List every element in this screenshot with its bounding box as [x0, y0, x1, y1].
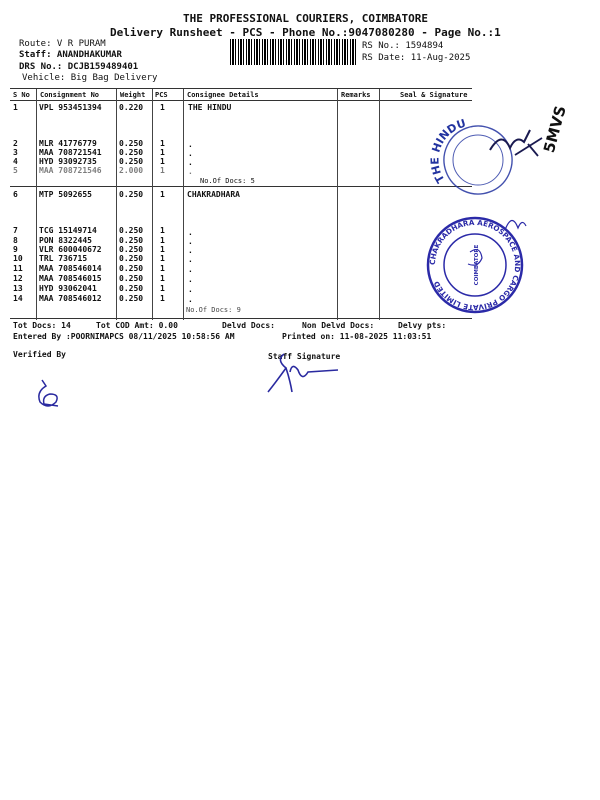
row-dot: . [188, 149, 193, 158]
drs-number: DRS No.: DCJB159489401 [19, 62, 139, 72]
row-sno: 11 [13, 264, 23, 273]
staff-label: Staff: ANANDHAKUMAR [19, 50, 122, 60]
row-weight: 0.220 [119, 103, 144, 112]
printed-on: Printed on: 11-08-2025 11:03:51 [282, 332, 432, 341]
row-consignment: MLR 41776779 [39, 139, 97, 148]
row-dot: . [188, 237, 193, 246]
row-dot: . [188, 275, 193, 284]
delvd-docs: Delvd Docs: [222, 321, 275, 330]
row-pcs: 1 [160, 190, 165, 199]
barcode [230, 39, 356, 65]
hindu-stamp-text: THE HINDU [428, 116, 468, 186]
row-weight: 0.250 [119, 264, 144, 273]
verified-signature [34, 376, 64, 412]
col-divider [379, 89, 380, 320]
row-sno: 6 [13, 190, 18, 199]
row-consignment: MAA 708546015 [39, 274, 102, 283]
col-header-consignment: Consignment No [40, 91, 100, 99]
row-weight: 0.250 [119, 284, 144, 293]
row-pcs: 1 [160, 148, 165, 157]
row-pcs: 1 [160, 139, 165, 148]
row-pcs: 1 [160, 274, 165, 283]
docs-count: No.Of Docs: 5 [200, 177, 255, 185]
row-consignee: THE HINDU [188, 103, 232, 112]
row-weight: 0.250 [119, 294, 144, 303]
col-header-seal: Seal & Signature [400, 91, 468, 99]
col-header-consignee: Consignee Details [187, 91, 259, 99]
row-dot: . [188, 228, 193, 237]
chakradhara-center-text: COIMBATORE [474, 244, 480, 286]
row-consignee: CHAKRADHARA [187, 190, 240, 199]
row-dot: . [188, 140, 193, 149]
row-weight: 0.250 [119, 157, 144, 166]
delvy-pts: Delvy pts: [398, 321, 447, 330]
col-header-remarks: Remarks [341, 91, 371, 99]
chakradhara-stamp-text: CHAKRADHARA AEROSPACE AND CARGO PRIVATE LIMITED [427, 217, 523, 313]
col-divider [36, 89, 37, 320]
row-dot: . [188, 285, 193, 294]
row-dot: . [188, 246, 193, 255]
row-consignment: MTP 5092655 [39, 190, 92, 199]
row-consignment: TCG 15149714 [39, 226, 97, 235]
row-pcs: 1 [160, 264, 165, 273]
row-sno: 8 [13, 236, 18, 245]
row-weight: 0.250 [119, 274, 144, 283]
row-dot: . [188, 255, 193, 264]
row-pcs: 1 [160, 166, 165, 175]
vehicle-label: Vehicle: Big Bag Delivery [22, 73, 158, 83]
company-name: THE PROFESSIONAL COURIERS, COIMBATORE [183, 12, 429, 25]
row-sno: 12 [13, 274, 23, 283]
col-divider [116, 89, 117, 320]
row-weight: 0.250 [119, 245, 144, 254]
runsheet-subtitle: Delivery Runsheet - PCS - Phone No.:9047080280 - Page No.:1 [110, 26, 501, 39]
row-consignment: VLR 600040672 [39, 245, 102, 254]
row-pcs: 1 [160, 294, 165, 303]
row-pcs: 1 [160, 103, 165, 112]
row-sno: 2 [13, 139, 18, 148]
hindu-stamp [420, 110, 550, 200]
row-weight: 0.250 [119, 226, 144, 235]
handwritten-mark: 5MVS [540, 103, 570, 155]
row-weight: 0.250 [119, 148, 144, 157]
tot-cod-amt: Tot COD Amt: 0.00 [96, 321, 178, 330]
table-top-rule [10, 88, 472, 89]
row-consignment: MAA 708721546 [39, 166, 102, 175]
col-header-pcs: PCS [155, 91, 168, 99]
row-consignment: VPL 953451394 [39, 103, 102, 112]
staff-signature-label: Staff Signature [268, 352, 341, 361]
rs-number: RS No.: 1594894 [362, 41, 444, 51]
row-consignment: HYD 93092735 [39, 157, 97, 166]
row-dot: . [188, 167, 193, 176]
row-pcs: 1 [160, 226, 165, 235]
row-pcs: 1 [160, 284, 165, 293]
staff-signature [264, 352, 344, 394]
row-sno: 1 [13, 103, 18, 112]
rs-date: RS Date: 11-Aug-2025 [362, 53, 471, 63]
row-sno: 5 [13, 166, 18, 175]
row-consignment: MAA 708546014 [39, 264, 102, 273]
row-dot: . [188, 158, 193, 167]
non-delvd-docs: Non Delvd Docs: [302, 321, 375, 330]
row-weight: 0.250 [119, 139, 144, 148]
chakradhara-stamp [420, 210, 530, 320]
row-sno: 7 [13, 226, 18, 235]
row-pcs: 1 [160, 245, 165, 254]
row-weight: 0.250 [119, 190, 144, 199]
col-divider [183, 89, 184, 320]
row-consignment: TRL 736715 [39, 254, 88, 263]
row-consignment: MAA 708721541 [39, 148, 102, 157]
row-dot: . [188, 265, 193, 274]
col-divider [152, 89, 153, 320]
row-pcs: 1 [160, 236, 165, 245]
row-weight: 0.250 [119, 236, 144, 245]
row-consignment: HYD 93062041 [39, 284, 97, 293]
row-weight: 2.000 [119, 166, 144, 175]
row-pcs: 1 [160, 254, 165, 263]
col-divider [337, 89, 338, 320]
row-pcs: 1 [160, 157, 165, 166]
row-sno: 4 [13, 157, 18, 166]
col-header-sno: S No [13, 91, 30, 99]
verified-by-label: Verified By [13, 350, 66, 359]
row-weight: 0.250 [119, 254, 144, 263]
table-header-rule [10, 100, 472, 101]
route-label: Route: V R PURAM [19, 39, 106, 49]
col-header-weight: Weight [120, 91, 146, 99]
row-sno: 14 [13, 294, 23, 303]
tot-docs: Tot Docs: 14 [13, 321, 71, 330]
row-consignment: PON 8322445 [39, 236, 92, 245]
group-divider-rule [10, 186, 472, 187]
row-consignment: MAA 708546012 [39, 294, 102, 303]
row-sno: 9 [13, 245, 18, 254]
entered-by: Entered By :POORNIMAPCS 08/11/2025 10:58:56 AM [13, 332, 235, 341]
docs-count: No.Of Docs: 9 [186, 306, 241, 314]
table-bottom-rule [10, 318, 472, 319]
row-dot: . [188, 295, 193, 304]
row-sno: 3 [13, 148, 18, 157]
row-sno: 13 [13, 284, 23, 293]
row-sno: 10 [13, 254, 23, 263]
